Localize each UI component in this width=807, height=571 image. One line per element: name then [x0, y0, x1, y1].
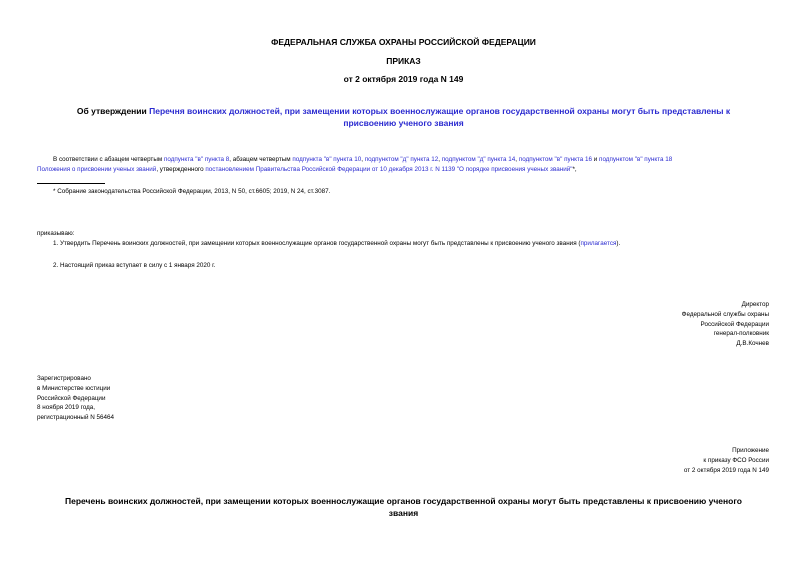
signature-name: Д.В.Кочнев — [736, 340, 769, 348]
link-sub-v-p8[interactable]: подпункта "в" пункта 8 — [163, 156, 230, 163]
signature-block — [682, 300, 769, 349]
footnote-divider — [37, 183, 105, 184]
preamble-text: , — [361, 156, 365, 163]
registration-line: в Министерстве юстиции — [37, 384, 111, 392]
footnote: * Собрание законодательства Российской Федерации, 2013, N 50, ст.6605; 2019, N 24, ст.3087. — [53, 188, 331, 195]
preamble-text: и — [592, 156, 600, 163]
preamble-text: , утвержденного — [156, 165, 206, 173]
registration-block — [37, 374, 114, 423]
order-intro: приказываю: — [37, 230, 75, 237]
preamble-text: , — [438, 156, 442, 163]
preamble — [37, 155, 777, 174]
document-title — [0, 105, 807, 129]
preamble-text: , — [515, 156, 519, 163]
link-sub-v-p18[interactable]: подпунктом "в" пункта 18 — [599, 156, 673, 163]
registration-line: регистрационный N 56464 — [37, 414, 115, 422]
signature-line: Российской Федерации — [700, 320, 769, 328]
appendix-line: к приказу ФСО России — [703, 456, 769, 464]
preamble-text: , абзацем четвертым — [229, 156, 293, 163]
list-title — [0, 495, 807, 519]
document-type: ПРИКАЗ — [386, 56, 421, 66]
order-item-1 — [53, 239, 620, 249]
preamble-text: *, — [572, 165, 577, 173]
registration-line: 8 ноября 2019 года, — [37, 404, 96, 412]
link-sub-v-p16[interactable]: подпунктом "в" пункта 16 — [518, 156, 592, 163]
appendix-header — [684, 446, 769, 475]
appendix-link[interactable]: прилагается — [580, 240, 617, 247]
appendix-line: Приложение — [732, 447, 769, 454]
title-prefix: Об утверждении — [76, 106, 150, 116]
document-date-number: от 2 октября 2019 года N 149 — [343, 74, 464, 84]
order-item-2: 2. Настоящий приказ вступает в силу с 1 января 2020 г. — [53, 262, 216, 269]
signature-line: генерал-полковник — [713, 330, 769, 338]
registration-line: Российской Федерации — [37, 394, 106, 402]
list-title-line: звания — [388, 508, 419, 518]
order-item-1-text: 1. Утвердить Перечень воинских должностей, при замещении которых военнослужащие органов государственной охраны могут быть представлены к присвоению ученого звания ( — [53, 240, 581, 247]
link-sub-d-p12[interactable]: подпунктом "д" пункта 12 — [364, 156, 439, 163]
agency-name: ФЕДЕРАЛЬНАЯ СЛУЖБА ОХРАНЫ РОССИЙСКОЙ ФЕДЕРАЦИИ — [271, 37, 536, 47]
list-title-line: Перечень воинских должностей, при замещении которых военнослужащие органов государственной охраны могут быть представлены к присвоению ученого — [65, 496, 742, 506]
order-item-1-end: ). — [616, 240, 621, 247]
signature-line: Директор — [741, 301, 769, 308]
title-link[interactable]: Перечня воинских должностей, при замещении которых военнослужащие органов государственной охраны могут быть представлены к — [149, 106, 731, 116]
link-sub-d-p14[interactable]: подпунктом "д" пункта 14 — [441, 156, 516, 163]
link-regulation[interactable]: Положения о присвоении ученых званий — [37, 165, 157, 173]
title-link-cont[interactable]: присвоению ученого звания — [343, 118, 464, 128]
registration-line: Зарегистрировано — [37, 375, 91, 382]
preamble-text: В соответствии с абзацем четвертым — [53, 156, 164, 163]
appendix-line: от 2 октября 2019 года N 149 — [683, 466, 769, 474]
link-government-decree[interactable]: постановлением Правительства Российской Федерации от 10 декабря 2013 г. N 1139 "О порядке присвоения ученых званий" — [205, 165, 573, 173]
link-sub-v-p10[interactable]: подпункта "в" пункта 10 — [292, 156, 362, 163]
signature-line: Федеральной службы охраны — [681, 310, 769, 318]
